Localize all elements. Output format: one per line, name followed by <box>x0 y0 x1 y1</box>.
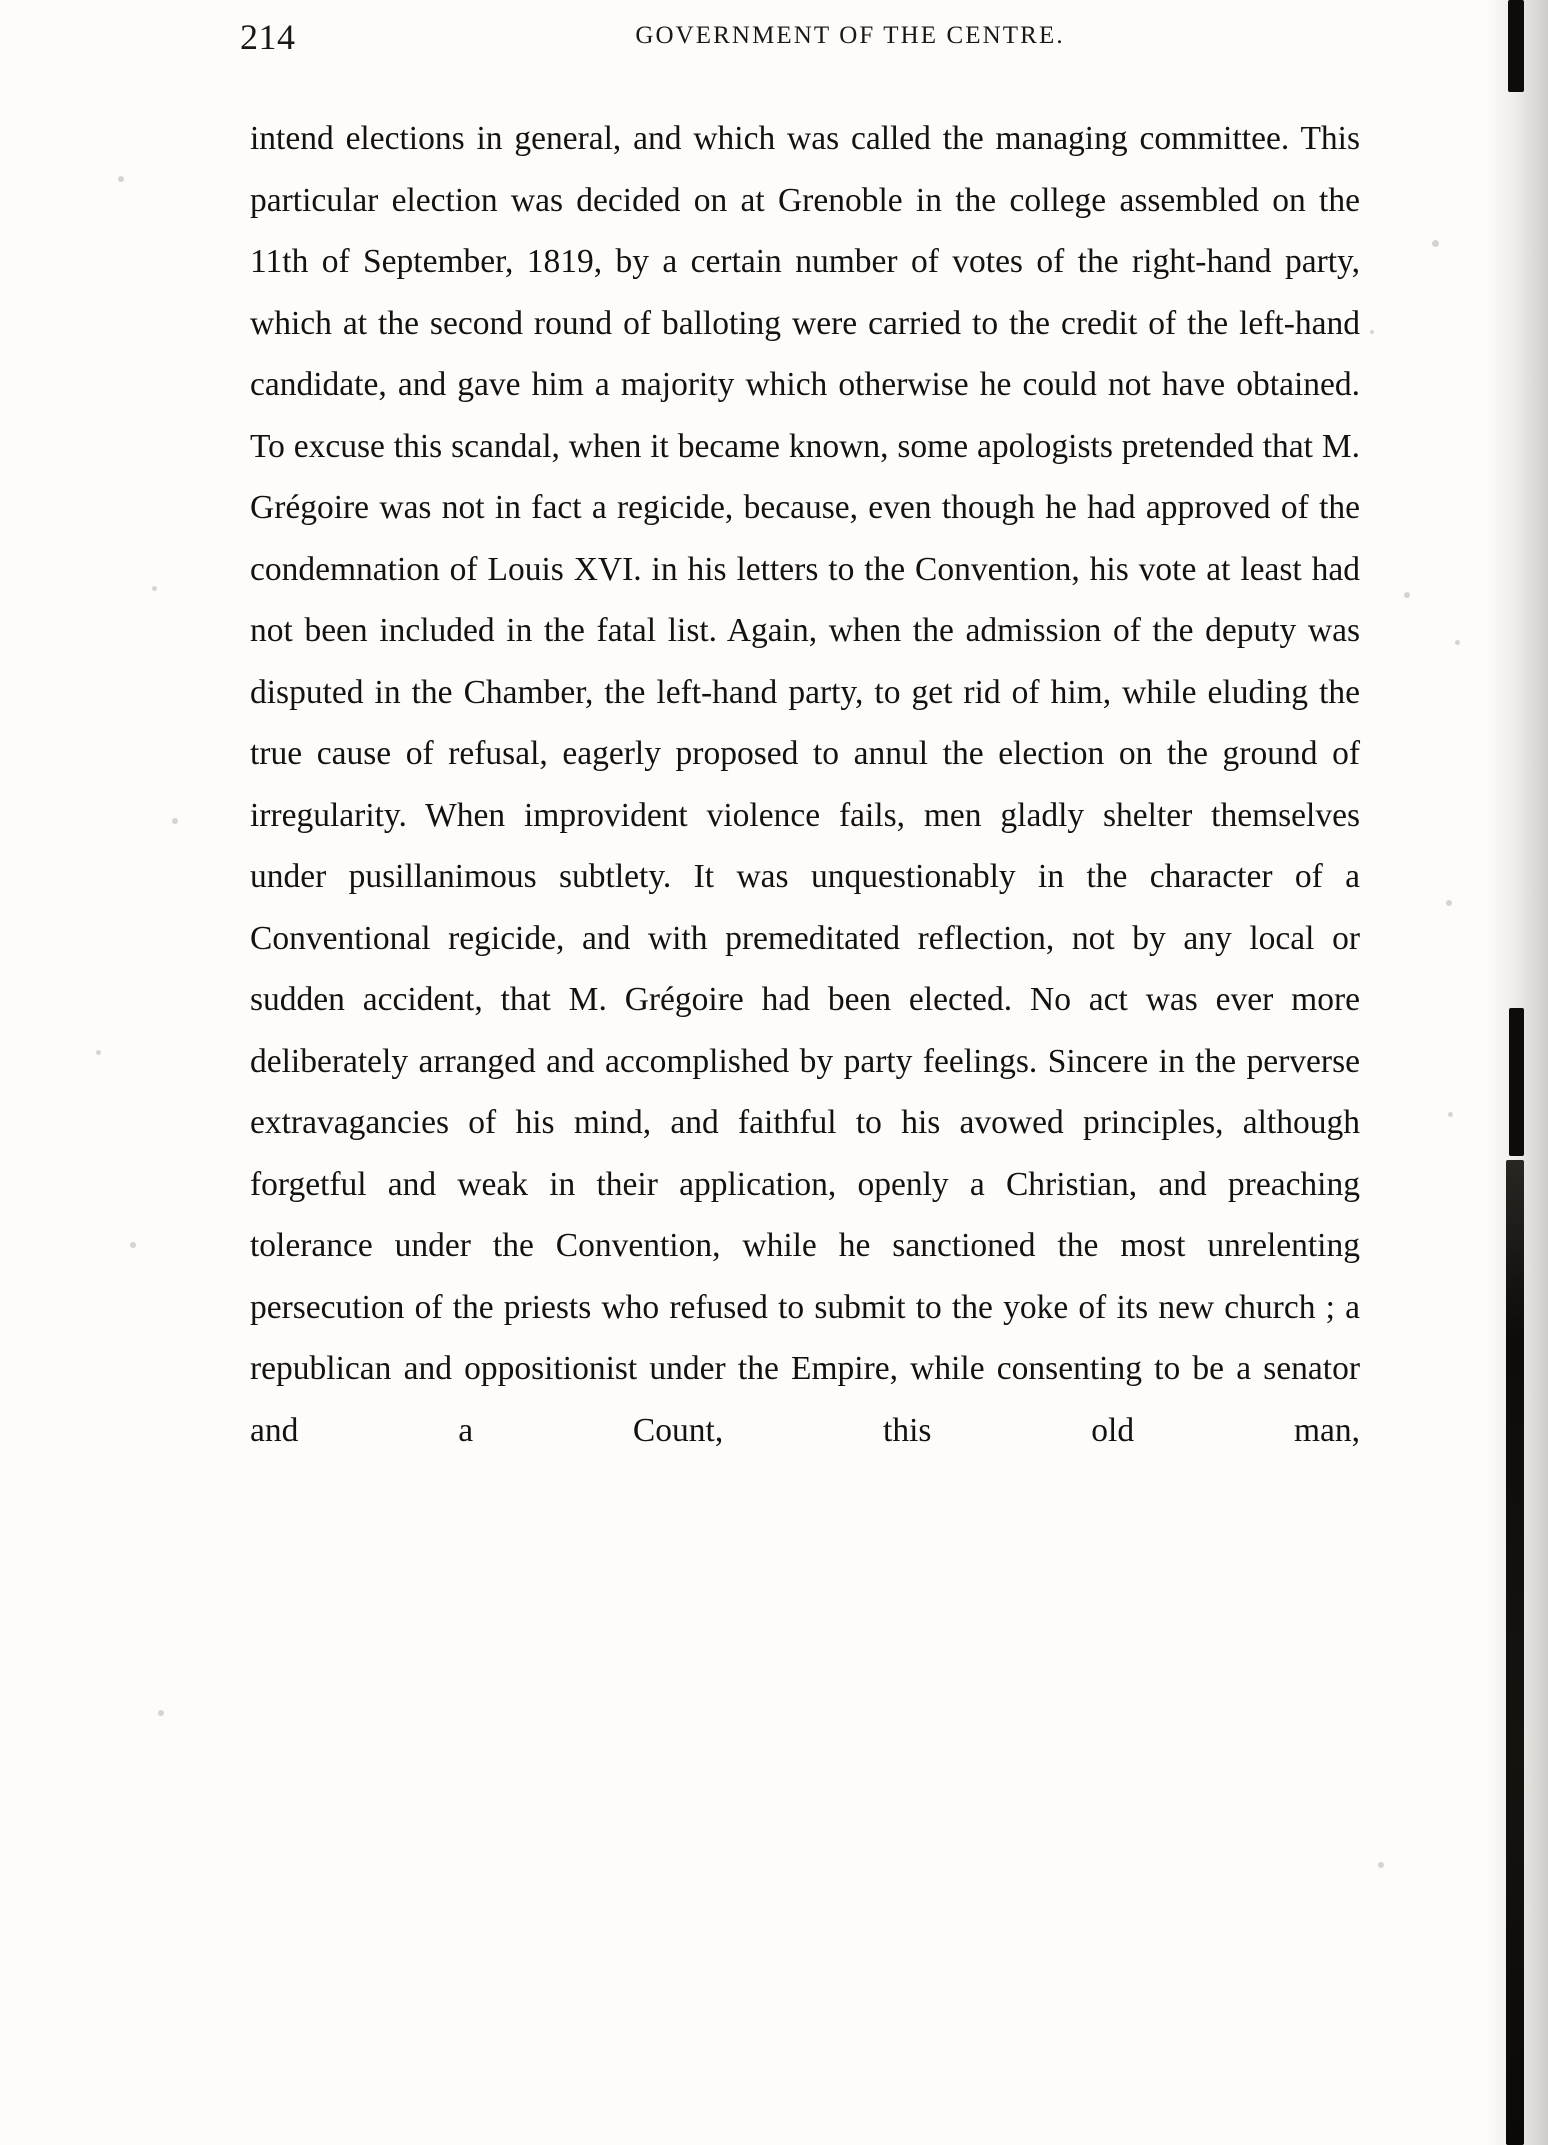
body-text-block <box>250 108 1360 1523</box>
running-head-title: GOVERNMENT OF THE CENTRE. <box>635 22 1065 49</box>
scan-gutter-mark-top <box>1508 0 1524 92</box>
paper-speckle <box>1432 240 1439 247</box>
paper-speckle <box>1446 900 1452 906</box>
page-number: 214 <box>240 17 296 57</box>
scan-gutter-mark-bottom <box>1506 1160 1524 2145</box>
paper-speckle <box>1448 1112 1453 1117</box>
body-paragraph: intend elections in general, and which was called the managing committee. This particular election was decided on at Grenoble in the college assembled on the 11th of September, 1819, by a certain number of votes of the right-hand party, which at the second round of balloting were carried to the credit of the left-hand candidate, and gave him a majority which otherwise he could not have obtained. To excuse this scandal, when it became known, some apologists pretended that M. Grégoire was not in fact a regicide, because, even though he had approved of the condemnation of Louis XVI. in his letters to the Convention, his vote at least had not been included in the fatal list. Again, when the admission of the deputy was disputed in the Chamber, the left-hand party, to get rid of him, while eluding the true cause of refusal, eagerly proposed to annul the election on the ground of irregularity. When improvident violence fails, men gladly shelter themselves under pusillanimous subtlety. It was unquestionably in the character of a Conventional regicide, and with premeditated reflection, not by any local or sudden accident, that M. Grégoire had been elected. No act was ever more deliberately arranged and accomplished by party feelings. Sincere in the perverse extravagancies of his mind, and faithful to his avowed principles, although forgetful and weak in their application, openly a Christian, and preaching tolerance under the Convention, while he sanctioned the most unrelenting persecution of the priests who refused to submit to the yoke of its new church ; a republican and oppositionist under the Empire, while consenting to be a senator and a Count, this old man, <box>250 120 1360 1449</box>
scan-gutter-mark-middle <box>1509 1008 1524 1156</box>
running-head-area <box>240 16 1370 60</box>
paper-speckle <box>1455 640 1460 645</box>
